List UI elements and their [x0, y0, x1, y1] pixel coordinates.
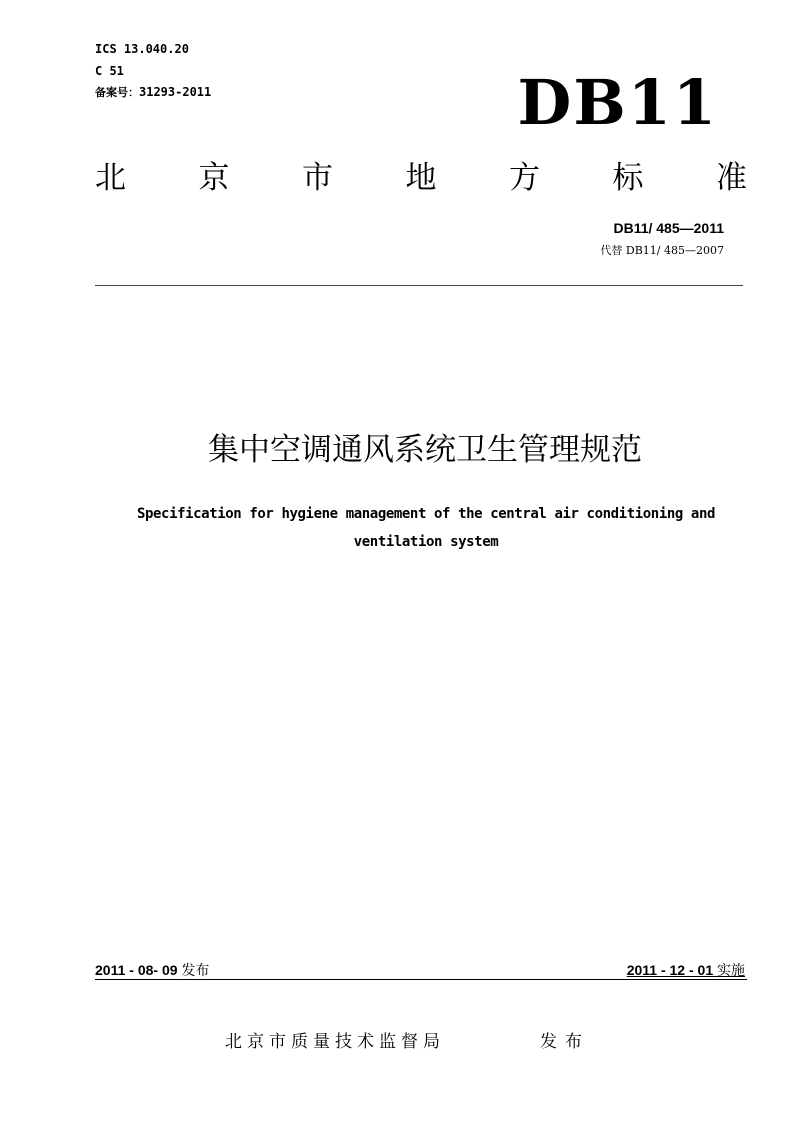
standard-type-char: 地: [405, 160, 437, 196]
db11-logo: DB11: [517, 66, 718, 139]
header-divider: [95, 285, 743, 286]
ics-code: ICS 13.040.20: [95, 42, 189, 56]
document-title-cn: 集中空调通风系统卫生管理规范: [208, 432, 642, 468]
document-title-en: Specification for hygiene management of the central air conditioning and ventilation system: [136, 506, 716, 550]
record-label: 备案号：: [95, 86, 139, 99]
issuing-action: 发布: [540, 1032, 590, 1052]
standard-type-char: 方: [509, 160, 540, 196]
standard-number: DB11/ 485—2011: [613, 220, 724, 236]
effective-date: [627, 961, 745, 979]
standard-type-heading: [95, 158, 747, 198]
standard-type-char: 标: [612, 160, 644, 196]
replaces-standard: 代替 DB11/ 485—2007: [600, 244, 724, 257]
footer-divider: [95, 979, 747, 980]
effective-date-value: 2011 - 12 - 01: [626, 962, 714, 978]
standard-type-char: 市: [302, 160, 333, 196]
publish-date: [95, 961, 209, 979]
publish-date-value: 2011 - 08- 09: [95, 962, 178, 978]
standard-type-char: 准: [716, 160, 747, 196]
record-number: [95, 84, 211, 101]
standard-type-char: 京: [198, 160, 230, 196]
record-value: 31293-2011: [139, 85, 212, 99]
effective-label: 实施: [717, 962, 745, 978]
classification-code: C 51: [95, 64, 124, 78]
standard-type-char: 北: [95, 160, 126, 196]
issuing-authority: 北京市质量技术监督局: [225, 1032, 445, 1052]
publish-label: 发布: [181, 962, 210, 978]
